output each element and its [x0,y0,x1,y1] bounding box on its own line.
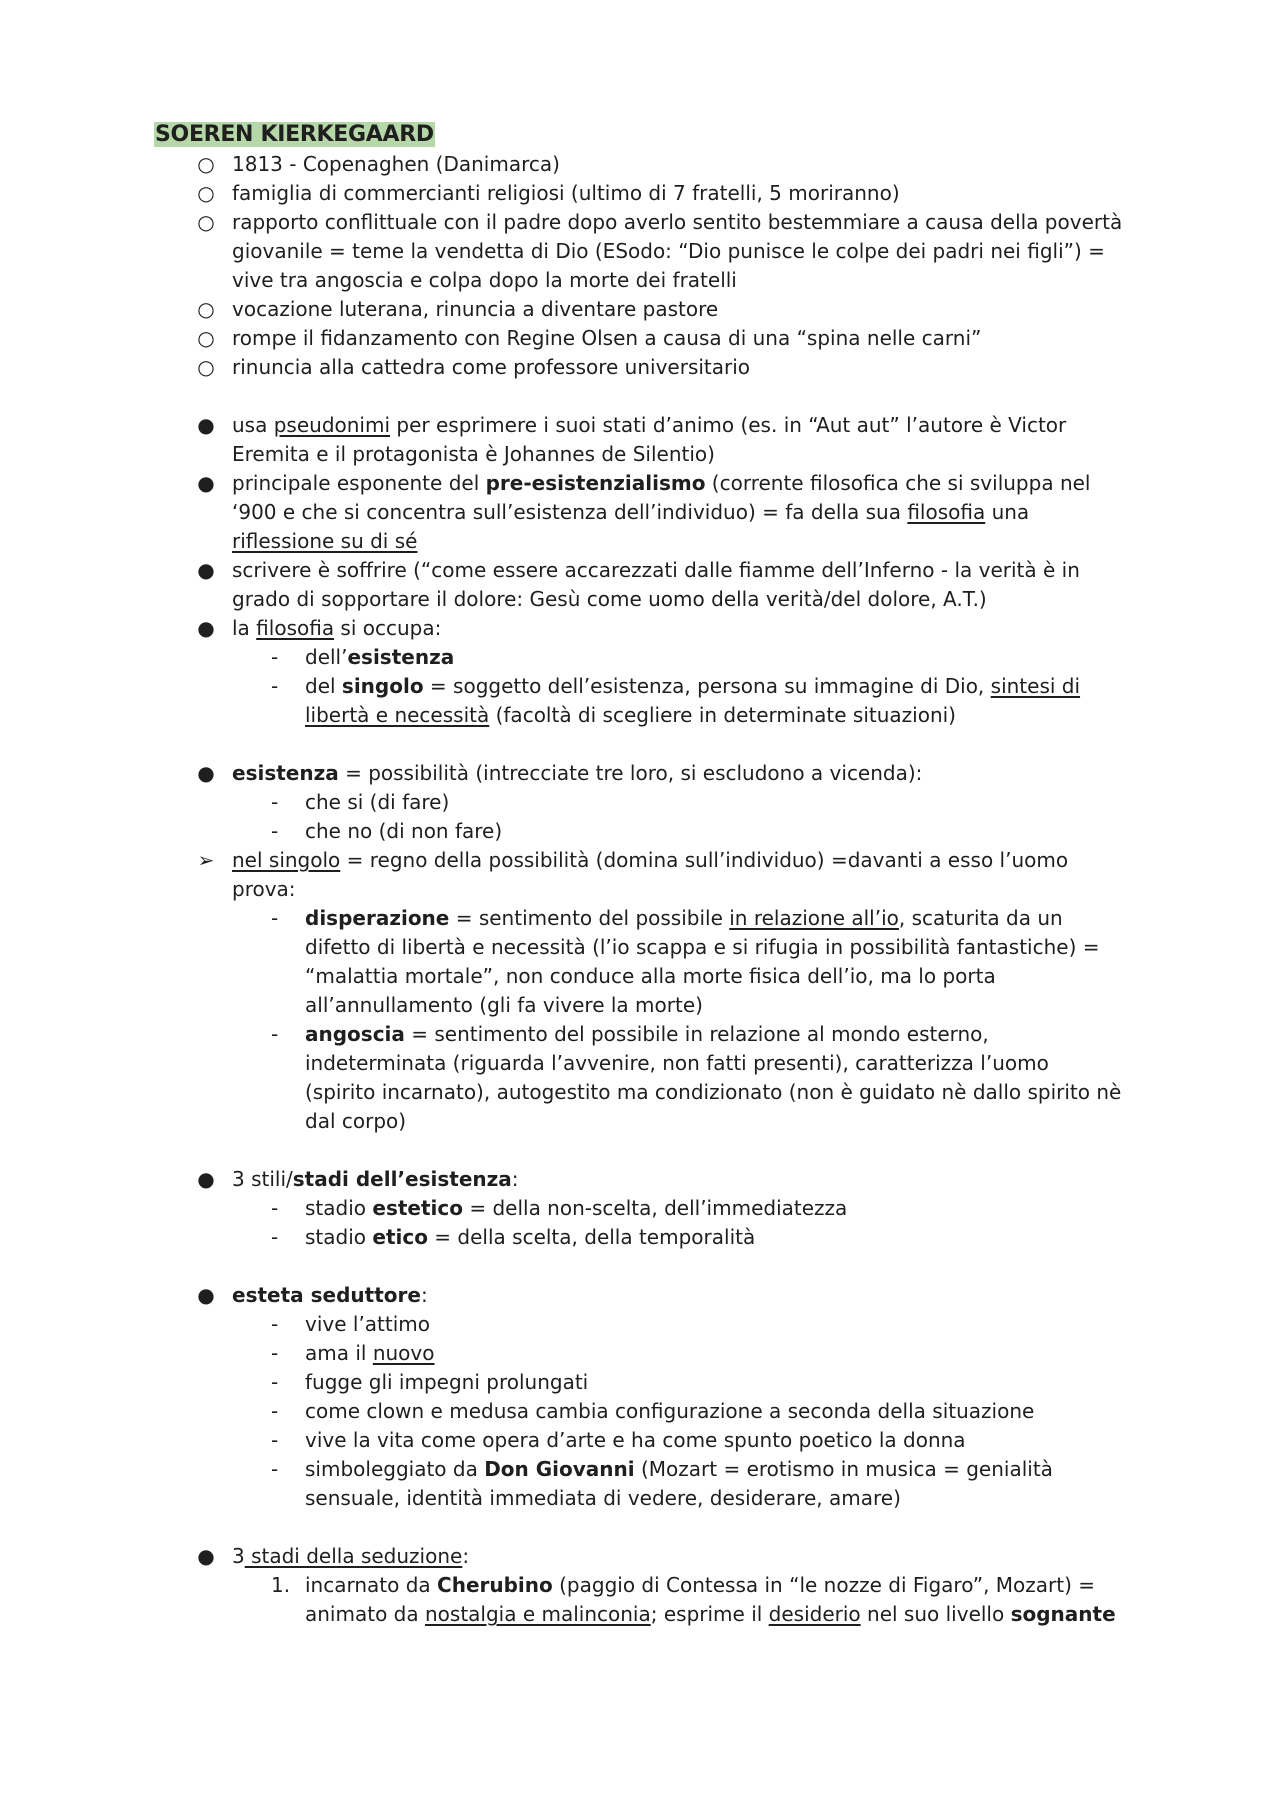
dash-bullet-icon: - [271,1196,279,1220]
list-item: ● 3 stili/stadi dell’esistenza: [194,1165,1124,1194]
list-number: 1. [271,1573,291,1597]
sub-list-item: - angoscia = sentimento del possibile in relazione al mondo esterno, indeterminata (riguarda l’avvenire, non fatti presenti), caratterizza l’uomo (spirito incarnato), autogestito ma condizionato (non è guidato nè dallo spirito nè dal corpo) [271,1022,1122,1133]
filled-bullet-icon: ● [197,761,215,785]
document-title: SOEREN KIERKEGAARD [155,122,434,147]
sub-list-item: - che si (di fare) [271,788,1124,817]
list-item: ○ rinuncia alla cattedra come professore universitario [194,353,1124,382]
sub-list-item: - stadio etico = della scelta, della temporalità [271,1223,1124,1252]
list-item: ● scrivere è soffrire (“come essere accarezzati dalle fiamme dell’Inferno - la verità è in grado di sopportare il dolore: Gesù come uomo della verità/del dolore, A.T.) [194,556,1124,614]
list-item: ○ rompe il fidanzamento con Regine Olsen a causa di una “spina nelle carni” [194,324,1124,353]
list-item: ● principale esponente del pre-esistenzialismo (corrente filosofica che si sviluppa nel ‘900 e che si concentra sull’esistenza dell’individuo) = fa della sua filosofia una riflessione su di sé [194,469,1124,556]
list-item: ● usa pseudonimi per esprimere i suoi stati d’animo (es. in “Aut aut” l’autore è Victor Eremita e il protagonista è Johannes de Silentio) [194,411,1124,469]
dash-bullet-icon: - [271,1341,279,1365]
hollow-circle-bullet-icon: ○ [197,152,215,176]
dash-bullet-icon: - [271,1370,279,1394]
hollow-circle-bullet-icon: ○ [197,210,215,234]
list-item: ○ vocazione luterana, rinuncia a diventare pastore [194,295,1124,324]
dash-bullet-icon: - [271,674,279,698]
dash-bullet-icon: - [271,645,279,669]
sub-list-item: - che no (di non fare) [271,817,1124,846]
dash-bullet-icon: - [271,1225,279,1249]
notes-body [194,150,1124,1629]
sub-list-item: - dell’esistenza [271,643,1124,672]
list-item: ○ 1813 - Copenaghen (Danimarca) [194,150,1124,179]
list-item: ➢ nel singolo = regno della possibilità (domina sull’individuo) =davanti a esso l’uomo prova: [194,846,1124,904]
dash-bullet-icon: - [271,1399,279,1423]
hollow-circle-bullet-icon: ○ [197,297,215,321]
dash-bullet-icon: - [271,906,279,930]
list-item: ● la filosofia si occupa: [194,614,1124,643]
filled-bullet-icon: ● [197,1283,215,1307]
filled-bullet-icon: ● [197,558,215,582]
sub-list-item: - vive la vita come opera d’arte e ha come spunto poetico la donna [271,1426,1124,1455]
list-item: ● esteta seduttore: [194,1281,1124,1310]
filled-bullet-icon: ● [197,1167,215,1191]
filled-bullet-icon: ● [197,1544,215,1568]
list-item: ● 3 stadi della seduzione: [194,1542,1124,1571]
sub-list-item: - ama il nuovo [271,1339,1124,1368]
list-item: ○ famiglia di commercianti religiosi (ultimo di 7 fratelli, 5 moriranno) [194,179,1124,208]
numbered-list-item: 1. incarnato da Cherubino (paggio di Contessa in “le nozze di Figaro”, Mozart) = animato da nostalgia e malinconia; esprime il desiderio nel suo livello sognante [271,1573,1116,1626]
filled-bullet-icon: ● [197,616,215,640]
sub-list-item: - disperazione = sentimento del possibile in relazione all’io, scaturita da un difetto di libertà e necessità (l’io scappa e si rifugia in possibilità fantastiche) = “malattia mortale”, non conduce alla morte fisica dell’io, ma lo porta all’annullamento (gli fa vivere la morte) [271,906,1100,1017]
dash-bullet-icon: - [271,819,279,843]
list-item: ● esistenza = possibilità (intrecciate tre loro, si escludono a vicenda): [194,759,1124,788]
filled-bullet-icon: ● [197,413,215,437]
arrow-bullet-icon: ➢ [197,848,215,872]
sub-list-item: - del singolo = soggetto dell’esistenza, persona su immagine di Dio, sintesi di libertà e necessità (facoltà di scegliere in determinate situazioni) [271,674,1081,727]
sub-list-item: - come clown e medusa cambia configurazione a seconda della situazione [271,1397,1124,1426]
hollow-circle-bullet-icon: ○ [197,355,215,379]
dash-bullet-icon: - [271,1457,279,1481]
sub-list-item: - fugge gli impegni prolungati [271,1368,1124,1397]
dash-bullet-icon: - [271,1428,279,1452]
filled-bullet-icon: ● [197,471,215,495]
dash-bullet-icon: - [271,1022,279,1046]
list-item: ○ rapporto conflittuale con il padre dopo averlo sentito bestemmiare a causa della povertà giovanile = teme la vendetta di Dio (ESodo: “Dio punisce le colpe dei padri nei figli”) = vive tra angoscia e colpa dopo la morte dei fratelli [194,208,1124,295]
sub-list-item: - vive l’attimo [271,1310,1124,1339]
sub-list-item: - stadio estetico = della non-scelta, dell’immediatezza [271,1194,1124,1223]
dash-bullet-icon: - [271,790,279,814]
hollow-circle-bullet-icon: ○ [197,326,215,350]
dash-bullet-icon: - [271,1312,279,1336]
sub-list-item: - simboleggiato da Don Giovanni (Mozart = erotismo in musica = genialità sensuale, identità immediata di vedere, desiderare, amare) [271,1457,1053,1510]
hollow-circle-bullet-icon: ○ [197,181,215,205]
